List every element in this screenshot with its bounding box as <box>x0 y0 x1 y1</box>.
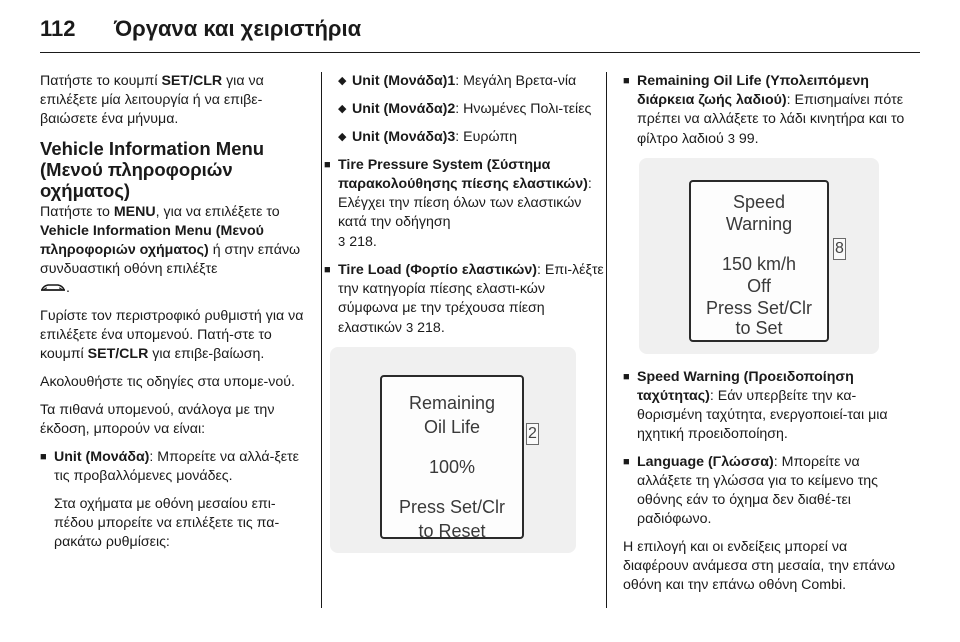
display-text: Press Set/Clr <box>705 298 813 318</box>
header-rule <box>40 52 920 53</box>
text-bold: MENU <box>113 204 156 220</box>
text: : Ηνωμένες Πολι-τείες <box>455 101 592 117</box>
figure-number-badge: 8 <box>833 238 846 260</box>
list-item <box>623 453 913 529</box>
paragraph: Πατήστε το MENU, για να επιλέξετε το Vehicle Information Menu (Μενού πληροφοριών οχήματος) ή στην επάνω συνδυαστική οθόνη επιλέξτε . <box>40 204 301 296</box>
column-divider <box>321 72 322 608</box>
text: : Εάν υπερβείτε την κα-θορισμένη ταχύτητα, ενεργοποιεί-ται μια ηχητική προειδοποίηση. <box>637 388 888 442</box>
page-header <box>40 14 920 54</box>
text-bold: SET/CLR <box>87 346 149 362</box>
paragraph: Η επιλογή και οι ενδείξεις μπορεί να διαφέρουν ανάμεσα στη μεσαία, την επάνω οθόνη και την επάνω οθόνη Combi. <box>623 539 896 593</box>
text: Πατήστε το <box>40 204 114 220</box>
page-ref[interactable]: 99. <box>738 131 759 147</box>
text-bold: Remaining Oil Life (Υπολειπόμενη διάρκεια ζωής λαδιού) <box>637 73 869 108</box>
page-number: 112 <box>40 16 76 41</box>
bullet-icon: ■ <box>324 159 331 171</box>
bullet-icon: ■ <box>324 264 331 276</box>
page-ref-arrow-icon: 3 <box>727 131 735 146</box>
column-1 <box>40 72 310 561</box>
display-text: to Set <box>735 318 783 338</box>
bullet-icon: ■ <box>623 75 630 87</box>
paragraph <box>40 307 310 364</box>
display-text: Warning <box>725 214 793 234</box>
text: : Μεγάλη Βρετα-νία <box>455 73 577 89</box>
display-text: to Reset <box>418 521 486 541</box>
column-2 <box>324 72 604 553</box>
column-3 <box>623 72 913 604</box>
bullet-icon: ■ <box>623 371 630 383</box>
paragraph: Τα πιθανά υπομενού, ανάλογα με την έκδοση, μπορούν να είναι: <box>40 402 275 437</box>
display-text: Oil Life <box>423 417 481 437</box>
text-bold: Unit (Μονάδα)2 <box>352 101 456 117</box>
text: ή στην επάνω συνδυαστική οθόνη επιλέξτε <box>40 242 301 277</box>
text-bold: Speed Warning (Προειδοποίηση ταχύτητας) <box>637 369 854 404</box>
page-title: Όργανα και χειριστήρια <box>114 16 362 41</box>
list-item <box>623 368 913 444</box>
text: : Ευρώπη <box>455 129 518 145</box>
display-text: Off <box>747 276 771 296</box>
display-text: Speed <box>732 192 786 212</box>
text-bold: Tire Load (Φορτίο ελαστικών) <box>338 262 538 278</box>
list-item <box>338 72 604 91</box>
diamond-icon: ◆ <box>338 131 347 143</box>
section-heading: Vehicle Information Menu (Μενού πληροφοριών οχήματος) <box>40 138 265 201</box>
list-item <box>338 100 604 119</box>
display-text: Press Set/Clr <box>398 497 506 517</box>
text: Πατήστε το κουμπί <box>40 73 162 89</box>
text-bold: Unit (Μονάδα)1 <box>352 73 456 89</box>
oil-life-display <box>330 347 576 553</box>
text-bold: Vehicle Information Menu (Μενού πληροφοριών οχήματος) <box>40 223 264 258</box>
list-item <box>40 448 310 486</box>
car-icon <box>40 282 66 294</box>
paragraph: Ακολουθήστε τις οδηγίες στα υπομε-νού. <box>40 374 295 390</box>
text: για επιβε-βαίωση. <box>148 346 265 362</box>
text: : Μπορείτε να αλλά-ξετε τις προβαλλόμενες μονάδες. <box>54 449 299 484</box>
page-ref[interactable]: 218. <box>349 234 377 250</box>
bullet-icon: ■ <box>40 451 47 463</box>
column-divider <box>606 72 607 608</box>
text-bold: Language (Γλώσσα) <box>637 454 774 470</box>
list-item <box>324 156 604 252</box>
text-bold: SET/CLR <box>161 73 223 89</box>
page-ref-arrow-icon: 3 <box>405 320 414 335</box>
figure-number-badge: 2 <box>526 423 539 445</box>
page-ref[interactable]: 218. <box>417 320 445 336</box>
display-text: 150 km/h <box>721 254 797 274</box>
text-bold: Tire Pressure System (Σύστημα παρακολούθησης πίεσης ελαστικών) <box>338 157 588 192</box>
text: : Ελέγχει την πίεση όλων των ελαστικών κατά την οδήγηση <box>338 176 592 230</box>
display-screen <box>380 375 524 539</box>
paragraph: Στα οχήματα με οθόνη μεσαίου επι-πέδου μπορείτε να επιλέξετε τις πα-ρακάτω ρυθμίσεις: <box>54 496 280 550</box>
paragraph <box>40 72 310 129</box>
list-item <box>338 128 604 147</box>
text: : Επισημαίνει πότε πρέπει να αλλάξετε το λάδι κινητήρα και το φίλτρο λαδιού <box>637 92 905 147</box>
text: : Επι-λέξτε την κατηγορία πίεσης ελαστι-κών σύμφωνα με την τρέχουσα πίεση ελαστικών <box>338 262 604 336</box>
text: : Μπορείτε να αλλάξετε τη γλώσσα για το κείμενο της οθόνης εάν το όχημα δεν διαθέ-τει ραδιόφωνο. <box>637 454 879 527</box>
display-text: 100% <box>428 457 476 477</box>
text: Γυρίστε τον περιστροφικό ρυθμιστή για να επιλέξετε ένα υπομενού. Πατή-στε το κουμπί <box>40 308 304 362</box>
text-bold: Unit (Μονάδα) <box>54 449 150 465</box>
text: , για να επιλέξετε το <box>155 204 280 220</box>
text-bold: Unit (Μονάδα)3 <box>352 129 456 145</box>
text: για να επιλέξετε μία λειτουργία ή να επιβε-βαιώσετε ένα μήνυμα. <box>40 73 264 127</box>
list-item <box>623 72 913 149</box>
display-text: Remaining <box>408 393 496 413</box>
list-item <box>324 261 604 338</box>
diamond-icon: ◆ <box>338 103 347 115</box>
speed-warning-display <box>639 158 879 354</box>
page-ref-arrow-icon: 3 <box>338 234 346 249</box>
bullet-icon: ■ <box>623 456 630 468</box>
display-screen <box>689 180 829 342</box>
diamond-icon: ◆ <box>338 75 347 87</box>
